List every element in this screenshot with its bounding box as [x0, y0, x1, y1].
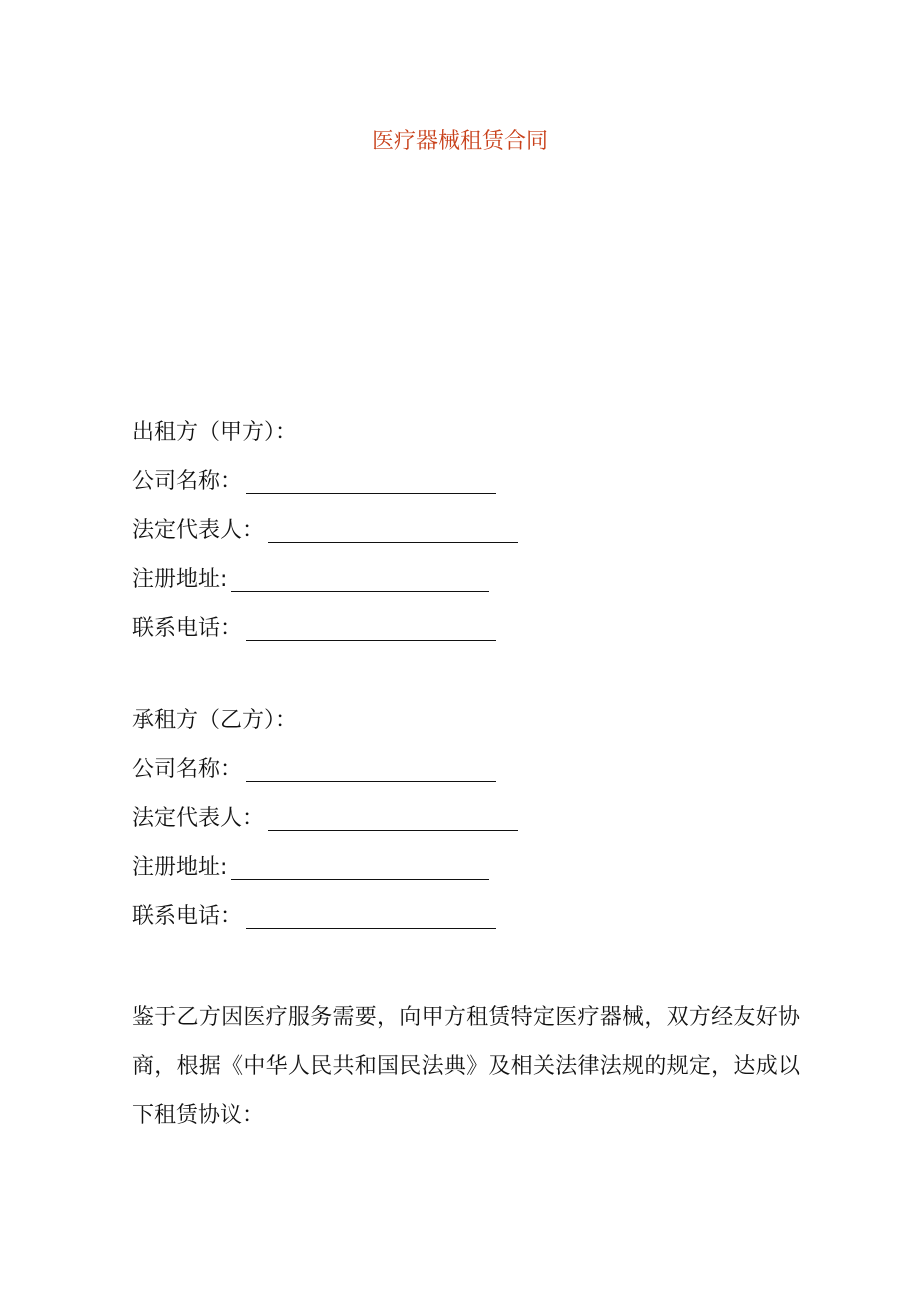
lessor-rep-blank[interactable]: [268, 516, 518, 543]
lessor-address-line: [132, 565, 518, 614]
lessee-company-label: 公司名称：: [132, 757, 243, 782]
lessor-rep-label: 法定代表人：: [132, 518, 265, 543]
lessee-rep-line: [132, 804, 518, 853]
lessor-heading-line: [132, 418, 518, 467]
lessor-heading: 出租方（甲方）：: [132, 420, 298, 445]
lessee-address-line: [132, 853, 518, 902]
lessee-rep-blank[interactable]: [268, 804, 518, 831]
lessee-phone-blank[interactable]: [246, 902, 496, 929]
lessor-section: [132, 418, 518, 663]
lessee-company-line: [132, 755, 518, 804]
contract-title: 医疗器械租赁合同: [371, 129, 548, 154]
lessee-heading: 承租方（乙方）：: [132, 708, 298, 733]
lessee-phone-line: [132, 902, 518, 951]
lessor-address-label: 注册地址:: [132, 567, 228, 592]
lessor-address-blank[interactable]: [231, 565, 489, 592]
lessee-rep-label: 法定代表人：: [132, 806, 265, 831]
lessor-company-line: [132, 467, 518, 516]
lessor-company-label: 公司名称：: [132, 469, 243, 494]
lessor-phone-blank[interactable]: [246, 614, 496, 641]
lessor-phone-label: 联系电话：: [132, 616, 243, 641]
lessee-address-label: 注册地址:: [132, 855, 228, 880]
lessor-company-blank[interactable]: [246, 467, 496, 494]
lessee-section: [132, 706, 518, 951]
lessor-phone-line: [132, 614, 518, 663]
lessee-phone-label: 联系电话：: [132, 904, 243, 929]
lessee-heading-line: [132, 706, 518, 755]
preamble-paragraph: 鉴于乙方因医疗服务需要，向甲方租赁特定医疗器械，双方经友好协商，根据《中华人民共和国民法典》及相关法律法规的规定，达成以下租赁协议：: [132, 1005, 800, 1128]
lessor-rep-line: [132, 516, 518, 565]
lessee-company-blank[interactable]: [246, 755, 496, 782]
lessee-address-blank[interactable]: [231, 853, 489, 880]
